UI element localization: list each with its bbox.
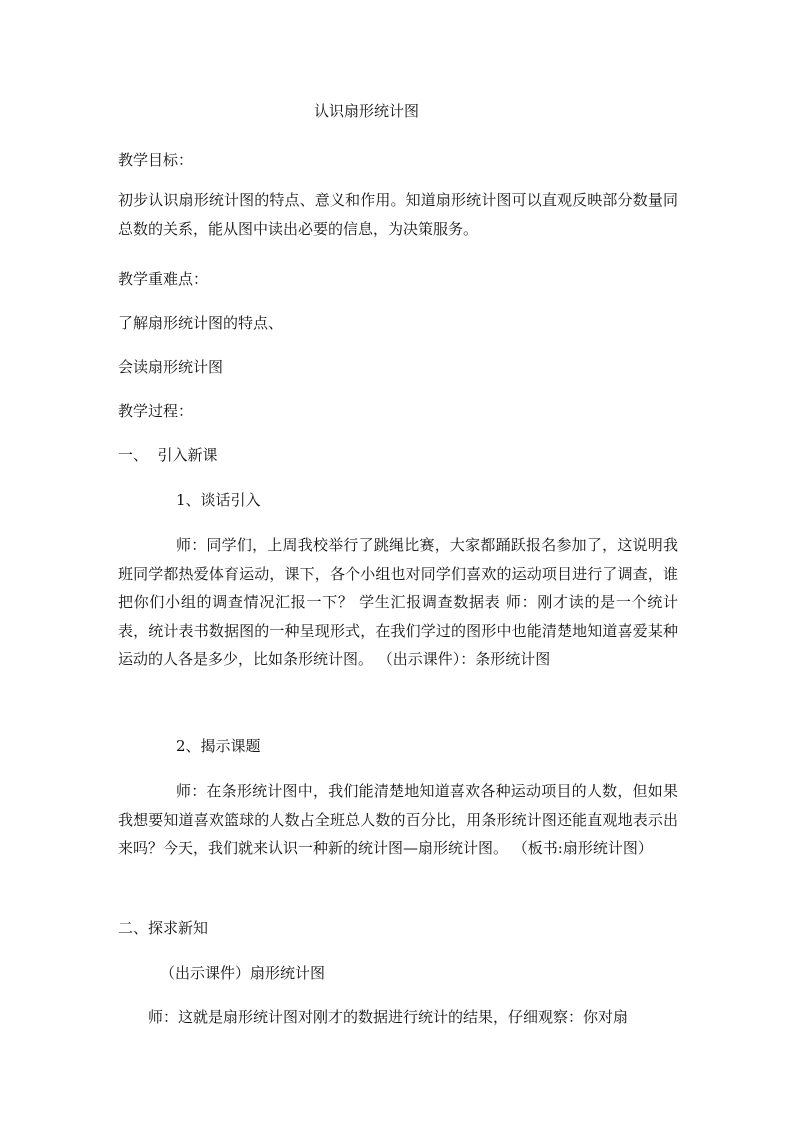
objectives-heading: 教学目标： bbox=[118, 151, 194, 169]
part1-heading: 一、 引入新课 bbox=[118, 446, 218, 464]
objectives-text: 初步认识扇形统计图的特点、意义和作用。知道扇形统计图可以直观反映部分数量同总数的关系，能从图中读出必要的信息，为决策服务。 bbox=[118, 191, 678, 238]
key-point-1: 了解扇形统计图的特点、 bbox=[118, 314, 284, 332]
part2-heading: 二、探求新知 bbox=[118, 919, 209, 937]
part1-sub1: 1、谈话引入 bbox=[176, 491, 261, 509]
process-heading: 教学过程： bbox=[118, 402, 194, 420]
part1-sub2-text: 师：在条形统计图中，我们能清楚地知道喜欢各种运动项目的人数，但如果我想要知道喜欢篮球的人数占全班总人数的百分比，用条形统计图还能直观地表示出来吗？今天，我们就来认识一种新的统计图—扇形统计图。 （板书:扇形统计图） bbox=[118, 782, 678, 857]
page-title: 认识扇形统计图 bbox=[314, 102, 420, 120]
part2-text: 师：这就是扇形统计图对刚才的数据进行统计的结果，仔细观察：你对扇 bbox=[148, 1008, 629, 1026]
key-heading: 教学重难点： bbox=[118, 270, 209, 288]
part2-sub1: （出示课件）扇形统计图 bbox=[160, 964, 326, 982]
part1-sub2: 2、揭示课题 bbox=[176, 737, 261, 755]
part1-sub1-text: 师：同学们，上周我校举行了跳绳比赛，大家都踊跃报名参加了，这说明我班同学都热爱体育运动，课下，各个小组也对同学们喜欢的运动项目进行了调查，谁把你们小组的调查情况汇报一下？ 学生汇报调查数据表 师：刚才读的是一个统计表，统计表书数据图的一种呈现形式，在我们学过的图形中也能清楚地知道喜爱某种运动的人各是多少，比如条形统计图。 （出示课件）：条形统计图 bbox=[118, 536, 678, 668]
key-point-2: 会读扇形统计图 bbox=[118, 358, 224, 376]
